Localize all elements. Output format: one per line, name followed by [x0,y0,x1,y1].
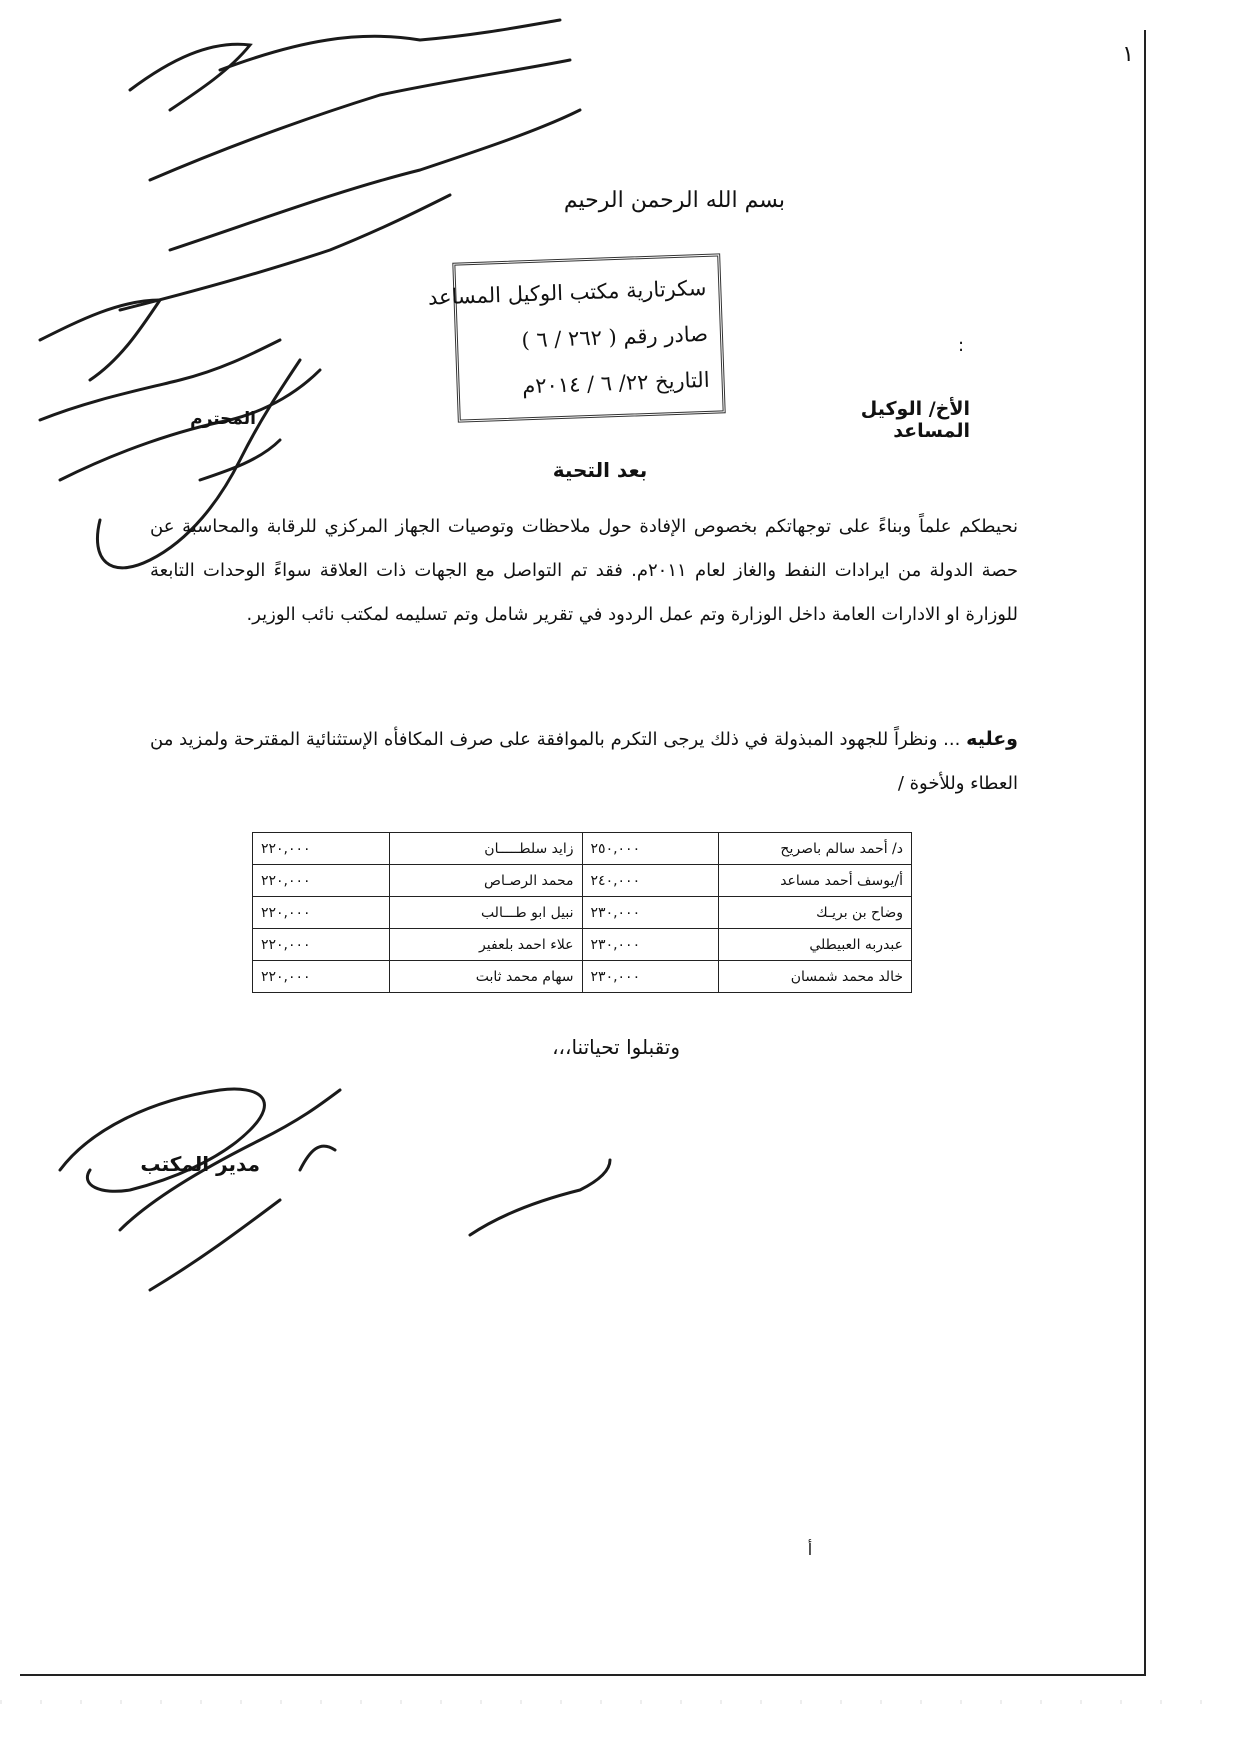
stamp-office: سكرتارية مكتب الوكيل المساعد [427,275,707,310]
reward-amount: ٢٢٠,٠٠٠ [253,961,390,993]
hand-stroke [130,44,250,110]
colon-mark: : [958,335,965,356]
recipient-name: محمد الرصـاص [389,865,582,897]
recipient-name: عبدربه العبيطلي [719,929,912,961]
reward-amount: ٢٢٠,٠٠٠ [253,929,390,961]
hand-stroke [170,110,580,250]
recipient-name: زايد سلطـــــان [389,833,582,865]
reward-amount: ٢٢٠,٠٠٠ [253,865,390,897]
hand-stroke [300,1146,335,1170]
recipient-name: علاء احمد بلعفير [389,929,582,961]
signatory-title: مدير المكتب [140,1152,260,1176]
paragraph-lead: وعليه [966,728,1018,750]
table-row [253,833,912,865]
body-paragraph-1: نحيطكم علماً وبناءً على توجهاتكم بخصوص الإفادة حول ملاحظات وتوصيات الجهاز المركزي للرقابة والمحاسبة عن حصة الدولة من ايرادات النفط والغاز لعام ٢٠١١م. فقد تم التواصل مع الجهات ذات العلاقة سواءً الوحدات التابعة للوزارة او الادارات العامة داخل الوزارة وتم عمل الردود في تقرير شامل وتم تسليمه لمكتب نائب الوزير. [150,516,1018,625]
table-row [253,961,912,993]
recipient-name: أ/يوسف أحمد مساعد [719,865,912,897]
addressee: الأخ/ الوكيل المساعد [860,398,970,442]
reward-amount: ٢٢٠,٠٠٠ [253,897,390,929]
recipient-name: سهام محمد ثابت [389,961,582,993]
outgoing-stamp [427,253,725,422]
page-corner-mark: ١ [1122,42,1134,67]
hand-stroke [40,300,160,380]
table-row [253,865,912,897]
page-mark: أ [807,1540,813,1559]
stamp-number: صادر رقم ( ٢٦٢ / ٦ ) [521,321,709,353]
reward-amount: ٢٢٠,٠٠٠ [253,833,390,865]
reward-amount: ٢٣٠,٠٠٠ [582,897,719,929]
rewards-table [252,832,912,993]
reward-amount: ٢٤٠,٠٠٠ [582,865,719,897]
honorific: المحترم [190,409,256,429]
closing-line: وتقبلوا تحياتنا،،، [552,1035,680,1059]
hand-stroke [220,20,560,70]
body-paragraph-2 [150,717,1018,806]
basmala: بسم الله الرحمن الرحيم [563,188,785,213]
recipient-name: نبيل ابو طـــالب [389,897,582,929]
paragraph-text: ... ونظراً للجهود المبذولة في ذلك يرجى التكرم بالموافقة على صرف المكافأه الإستثنائية المقترحة ولمزيد من العطاء وللأخوة / [150,729,1018,794]
hand-stroke [470,1160,610,1235]
recipient-name: د/ أحمد سالم باصريح [719,833,912,865]
recipient-name: وضاح بن بريـك [719,897,912,929]
hand-stroke [150,60,570,180]
signature-stroke [150,1200,280,1290]
table-row [253,929,912,961]
stamp-date: التاريخ ٢٢/ ٦ / ٢٠١٤م [521,367,710,399]
recipient-name: خالد محمد شمسان [719,961,912,993]
reward-amount: ٢٥٠,٠٠٠ [582,833,719,865]
table-row [253,897,912,929]
hand-stroke [40,340,280,420]
reward-amount: ٢٣٠,٠٠٠ [582,961,719,993]
reward-amount: ٢٣٠,٠٠٠ [582,929,719,961]
greeting: بعد التحية [552,458,648,482]
